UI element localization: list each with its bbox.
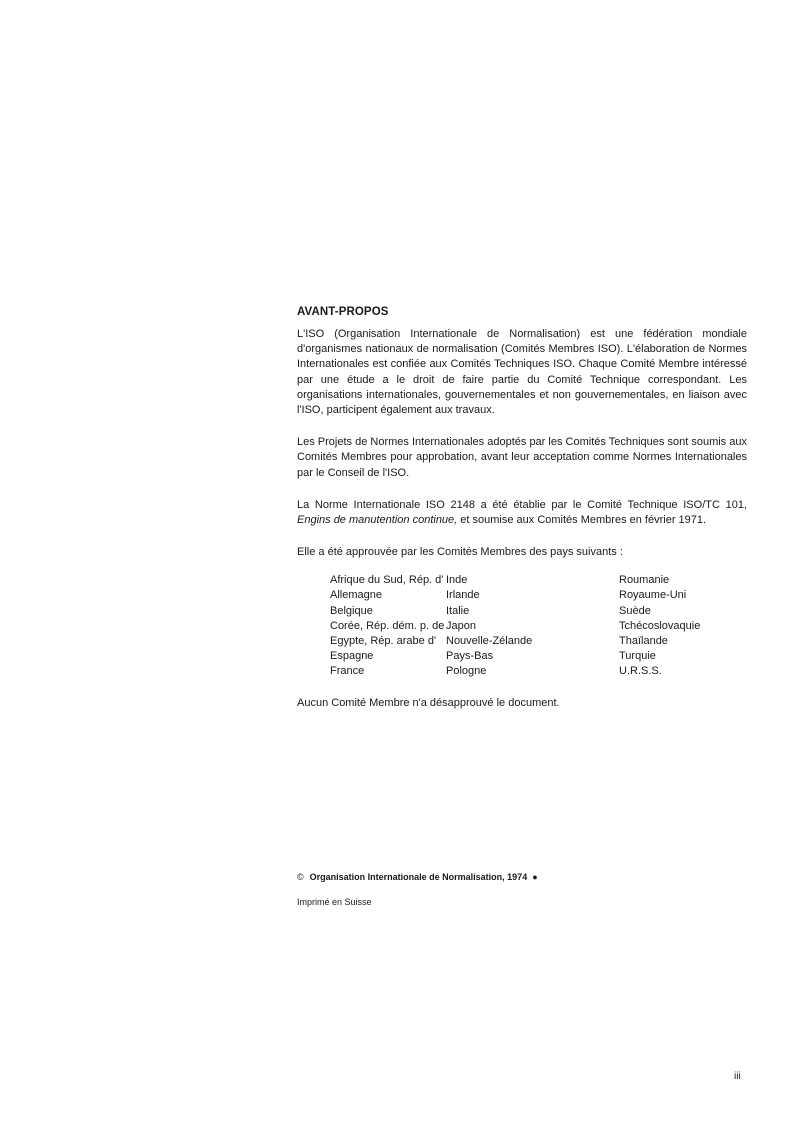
country-list [330,573,747,679]
country-item: Roumanie [619,574,670,587]
no-disapproval-statement: Aucun Comité Membre n'a désapprouvé le document. [297,696,560,709]
country-item: Suède [619,604,651,617]
origin-committee-title: Engins de manutention continue, [297,514,458,527]
copyright-line [297,872,538,882]
country-column-3 [619,573,739,679]
country-item: Inde [446,574,468,587]
page-number: iii [734,1071,741,1082]
country-item: Pays-Bas [446,650,494,663]
country-item: Afrique du Sud, Rép. d' [330,574,444,587]
foreword-section [297,306,747,711]
country-item: U.R.S.S. [619,665,662,678]
country-item: Pologne [446,665,487,678]
printed-in: Imprimé en Suisse [297,897,372,907]
country-item: Italie [446,604,470,617]
country-item: Turquie [619,650,656,663]
origin-text-after: et soumise aux Comités Membres en février 1971. [457,514,707,527]
copyright-text: Organisation Internationale de Normalisation, 1974 [309,872,528,882]
country-column-1 [330,573,446,679]
country-item: Japon [446,619,476,632]
country-item: Egypte, Rép. arabe d' [330,635,437,648]
bullet-icon: ● [532,872,538,882]
country-item: Corée, Rép. dém. p. de [330,619,445,632]
foreword-heading: AVANT-PROPOS [297,306,389,318]
country-item: Espagne [330,650,374,663]
origin-text-before: La Norme Internationale ISO 2148 a été établie par le Comité Technique ISO/TC 101, [297,498,747,511]
country-column-2 [446,573,619,679]
copyright-symbol: © [297,872,304,882]
country-item: Royaume-Uni [619,589,687,602]
paragraph-draft-standards: Les Projets de Normes Internationales adoptés par les Comités Techniques sont soumis aux Comités Membres pour approbation, avant leur acceptation comme Normes Internationales par le Conseil de l'ISO. [297,436,747,479]
country-item: Nouvelle-Zélande [446,635,533,648]
country-item: Thaïlande [619,635,668,648]
paragraph-iso-intro: L'ISO (Organisation Internationale de Normalisation) est une fédération mondiale d'organismes nationaux de normalisation (Comités Membres ISO). L'élaboration de Normes Internationales est confiée aux Comités Techniques ISO. Chaque Comité Membre intéressé par une étude a le droit de faire partie du Comité Technique correspondant. Les organisations internationales, gouvernementales et non gouvernementales, en liaison avec l'ISO, participent également aux travaux. [297,328,747,417]
approval-intro: Elle a été approuvée par les Comités Membres des pays suivants : [297,546,623,559]
paragraph-standard-origin [297,498,747,528]
country-item: Irlande [446,589,480,602]
country-item: Belgique [330,604,373,617]
country-item: Allemagne [330,589,382,602]
country-item: Tchécoslovaquie [619,619,701,632]
country-item: France [330,665,365,678]
